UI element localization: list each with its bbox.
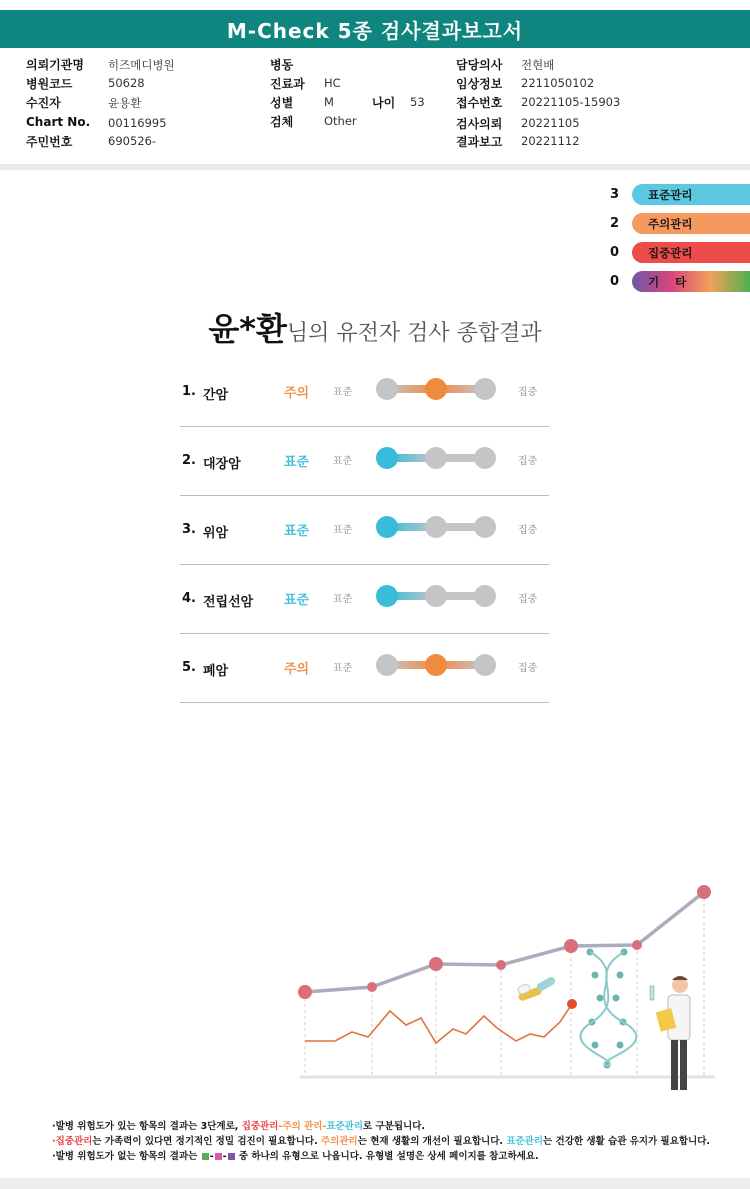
level-dot <box>376 654 398 676</box>
summary-headline <box>0 304 750 350</box>
scale-high-label: 집중 <box>518 525 538 536</box>
note-1-intensive: 집중관리 <box>241 1121 279 1132</box>
note-2-text-b: 는 현재 생활의 개선이 필요합니다. <box>357 1136 507 1147</box>
patient-label: 수진자 <box>26 96 61 110</box>
doctor-value: 전현배 <box>521 58 555 72</box>
legend-caution-count: 2 <box>610 216 620 231</box>
result-row <box>180 565 549 634</box>
result-number: 2. <box>182 453 196 468</box>
request-date-value: 20221105 <box>521 116 580 130</box>
result-number: 5. <box>182 660 196 675</box>
cancer-name: 위암 <box>203 526 229 541</box>
risk-level-track <box>375 653 499 677</box>
dna-growth-illustration <box>290 880 730 1100</box>
result-number: 1. <box>182 384 196 399</box>
level-dot <box>425 516 447 538</box>
hospital-code-value: 50628 <box>108 76 145 90</box>
risk-level-track <box>375 515 499 539</box>
result-status: 표준 <box>284 524 310 539</box>
specimen-label: 검체 <box>270 115 294 129</box>
patient-masked-name: 윤*환 <box>208 310 287 348</box>
scale-high-label: 집중 <box>518 663 538 674</box>
clinical-info-label: 임상정보 <box>456 77 503 91</box>
level-dot <box>474 447 496 469</box>
legend-caution-label: 주의관리 <box>632 213 750 234</box>
note-1-sep-2: - <box>322 1121 327 1132</box>
legend-standard-label: 표준관리 <box>632 184 750 205</box>
patient-value: 윤용환 <box>108 96 142 110</box>
note-2-intensive: ·집중관리 <box>52 1136 93 1147</box>
risk-level-track <box>375 446 499 470</box>
patient-info-panel <box>0 48 750 170</box>
result-status: 표준 <box>284 593 310 608</box>
chart-no-value: 00116995 <box>108 116 167 130</box>
legend-intensive <box>610 238 750 267</box>
scale-high-label: 집중 <box>518 456 538 467</box>
hospital-value: 히즈메디병원 <box>108 58 175 72</box>
result-row <box>180 427 549 496</box>
legend-standard <box>610 180 750 209</box>
cancer-name: 간암 <box>203 388 229 403</box>
result-number: 4. <box>182 591 196 606</box>
specimen-value: Other <box>324 114 357 128</box>
note-3-text-b: 중 하나의 유형으로 나옵니다. 유형별 설명은 상세 페이지를 참고하세요. <box>235 1151 539 1162</box>
note-2-text-a: 는 가족력이 있다면 정기적인 정밀 검진이 필요합니다. <box>92 1136 321 1147</box>
legend-caution <box>610 209 750 238</box>
note-3-text-a: ·발병 위험도가 없는 항목의 결과는 <box>52 1151 201 1162</box>
report-notes <box>52 1119 742 1164</box>
legend-intensive-label: 집중관리 <box>632 242 750 263</box>
legend-intensive-count: 0 <box>610 245 620 260</box>
level-dot <box>425 378 447 400</box>
level-dot <box>425 447 447 469</box>
cancer-name: 대장암 <box>203 457 241 472</box>
legend-other-count: 0 <box>610 274 620 289</box>
note-1-caution: 주의 관리 <box>282 1121 323 1132</box>
note-1-text-a: ·발병 위험도가 있는 항목의 결과는 3단계로, <box>52 1121 242 1132</box>
note-line-1 <box>52 1119 742 1134</box>
chart-no-label: Chart No. <box>26 115 91 129</box>
note-1-sep-1: - <box>278 1121 283 1132</box>
sex-label: 성별 <box>270 96 294 110</box>
green-square-icon <box>202 1153 209 1160</box>
note-1-text-b: 로 구분됩니다. <box>363 1121 426 1132</box>
headline-suffix: 님의 유전자 검사 종합결과 <box>286 321 542 346</box>
scale-low-label: 표준 <box>333 663 353 674</box>
result-status: 주의 <box>284 386 310 401</box>
receipt-no-label: 접수번호 <box>456 96 503 110</box>
result-status: 표준 <box>284 455 310 470</box>
resident-no-label: 주민번호 <box>26 135 73 149</box>
legend-standard-count: 3 <box>610 187 620 202</box>
note-line-2 <box>52 1134 742 1149</box>
scale-high-label: 집중 <box>518 387 538 398</box>
level-dot <box>474 585 496 607</box>
cancer-name: 폐암 <box>203 664 229 679</box>
report-date-value: 20221112 <box>521 134 580 148</box>
receipt-no-value: 20221105-15903 <box>521 95 621 109</box>
sex-value: M <box>324 95 334 109</box>
legend-other <box>610 267 750 296</box>
legend-other-label: 기 타 <box>632 271 750 292</box>
report-date-label: 결과보고 <box>456 135 503 149</box>
doctor-label: 담당의사 <box>456 58 503 72</box>
hospital-label: 의뢰기관명 <box>26 58 84 72</box>
result-row <box>180 358 549 427</box>
age-label: 나이 <box>372 96 396 110</box>
result-number: 3. <box>182 522 196 537</box>
scale-low-label: 표준 <box>333 525 353 536</box>
footer-bar <box>0 1178 750 1189</box>
level-dot <box>474 654 496 676</box>
note-3-sep-2: - <box>222 1151 227 1162</box>
note-2-caution: 주의관리 <box>320 1136 358 1147</box>
level-dot <box>425 654 447 676</box>
note-1-standard: 표준관리 <box>326 1121 364 1132</box>
note-line-3 <box>52 1149 742 1164</box>
hospital-code-label: 병원코드 <box>26 77 73 91</box>
scale-high-label: 집중 <box>518 594 538 605</box>
cancer-name: 전립선암 <box>203 595 254 610</box>
result-status: 주의 <box>284 662 310 677</box>
note-2-text-c: 는 건강한 생활 습관 유지가 필요합니다. <box>543 1136 711 1147</box>
level-dot <box>474 516 496 538</box>
level-dot <box>376 516 398 538</box>
scale-low-label: 표준 <box>333 387 353 398</box>
note-3-sep-1: - <box>209 1151 214 1162</box>
purple-square-icon <box>228 1153 235 1160</box>
note-2-standard: 표준관리 <box>506 1136 544 1147</box>
results-list <box>180 358 549 703</box>
level-dot <box>376 447 398 469</box>
clinical-info-value: 2211050102 <box>521 76 595 90</box>
result-row <box>180 496 549 565</box>
department-label: 진료과 <box>270 77 305 91</box>
level-dot <box>474 378 496 400</box>
resident-no-value: 690526- <box>108 134 157 148</box>
level-dot <box>376 378 398 400</box>
request-date-label: 검사의뢰 <box>456 117 503 131</box>
result-legend <box>610 180 750 296</box>
scale-low-label: 표준 <box>333 594 353 605</box>
risk-level-track <box>375 584 499 608</box>
result-row <box>180 634 549 703</box>
level-dot <box>376 585 398 607</box>
report-title: M-Check 5종 검사결과보고서 <box>0 10 750 48</box>
risk-level-track <box>375 377 499 401</box>
level-dot <box>425 585 447 607</box>
scale-low-label: 표준 <box>333 456 353 467</box>
pink-square-icon <box>215 1153 222 1160</box>
ward-label: 병동 <box>270 58 294 72</box>
department-value: HC <box>324 76 341 90</box>
age-value: 53 <box>410 95 425 109</box>
